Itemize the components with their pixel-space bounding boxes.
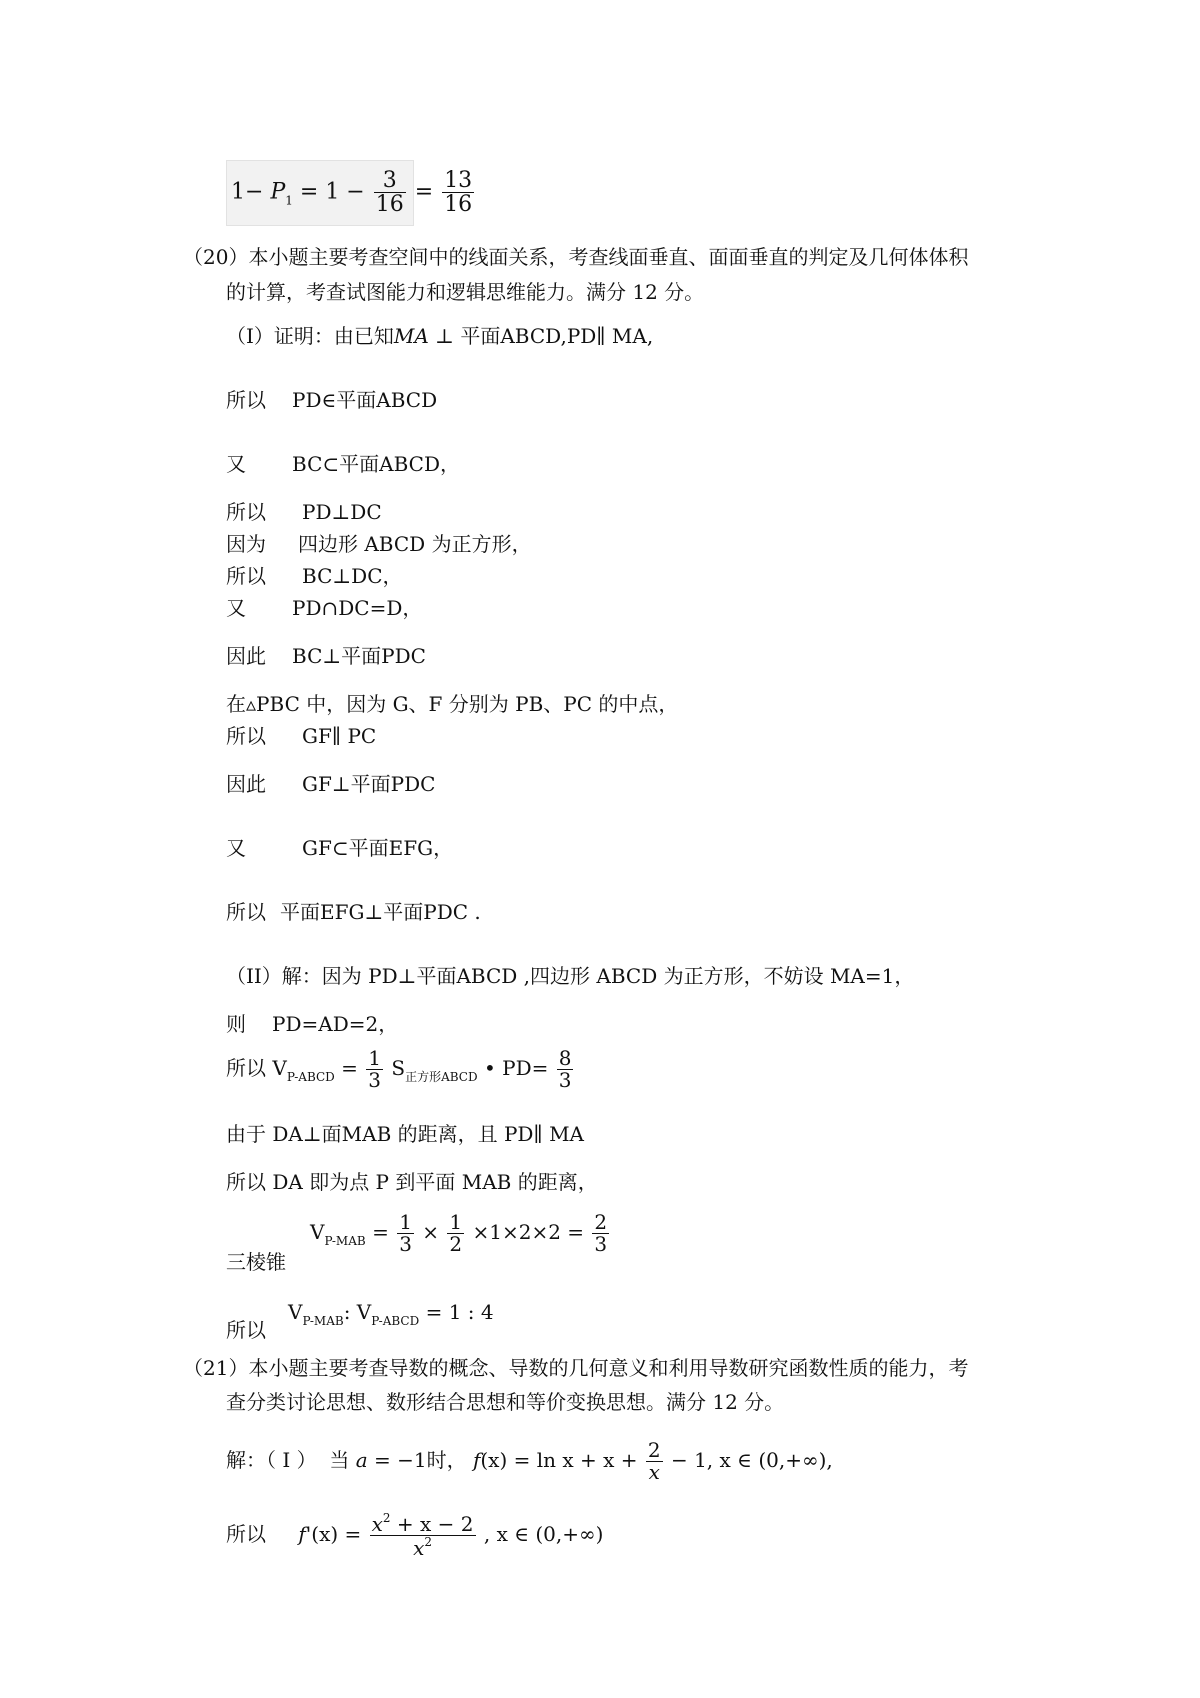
- fraction: [397, 1212, 414, 1255]
- step-text: PD=AD=2，: [272, 1012, 399, 1036]
- step-text: 四边形 ABCD 为正方形，: [298, 532, 532, 556]
- step-text: PD∩DC=D，: [292, 596, 423, 620]
- fraction: [370, 1512, 476, 1559]
- step-label: 所以: [226, 500, 266, 524]
- eq-text: =: [414, 179, 434, 205]
- numerator: 1: [449, 1210, 463, 1234]
- q20-step-10: [226, 772, 435, 796]
- text: = −1时，: [367, 1448, 467, 1472]
- denominator: 2: [449, 1232, 463, 1256]
- step-text: BC⊂平面ABCD，: [292, 452, 460, 476]
- numerator: 1: [399, 1210, 412, 1234]
- fraction: [447, 1212, 464, 1255]
- eq-var: P: [270, 179, 286, 205]
- top-equation-box: [226, 160, 473, 226]
- numerator: 1: [368, 1046, 382, 1070]
- step-label: 所以: [226, 564, 266, 588]
- numerator: [370, 1512, 476, 1536]
- eq-text: = 1 −: [299, 179, 365, 205]
- top-equation: [231, 169, 476, 216]
- q20-header-line2: 的计算，考查试图能力和逻辑思维能力。满分 12 分。: [226, 280, 705, 304]
- step-label: 所以: [226, 388, 266, 412]
- fraction: [374, 169, 406, 216]
- q20-part2-line5: 所以 DA 即为点 P 到平面 MAB 的距离，: [226, 1170, 598, 1194]
- text: (x) = ln x + x +: [480, 1448, 638, 1472]
- q20-tri-label: 三棱锥: [226, 1250, 286, 1274]
- text: , x ∈ (0,+∞): [483, 1522, 604, 1546]
- q20-step-9: [226, 724, 376, 748]
- q20-part2-step: [226, 1012, 398, 1036]
- text: ×1×2×2 =: [472, 1220, 585, 1244]
- q20-step-7: [226, 644, 426, 668]
- text: a: [355, 1448, 368, 1472]
- subscript: P-MAB: [324, 1234, 366, 1248]
- text: • PD=: [483, 1056, 549, 1080]
- numerator: 3: [374, 169, 406, 193]
- q20-part2-line4: 由于 DA⊥面MAB 的距离，且 PD∥ MA: [226, 1122, 584, 1146]
- step-label: 则: [226, 1012, 246, 1036]
- q20-part2-intro: （II）解：因为 PD⊥平面ABCD ,四边形 ABCD 为正方形，不妨设 MA=1，: [226, 964, 915, 988]
- text: ×: [422, 1220, 440, 1244]
- q20-step-11: [226, 836, 453, 860]
- text: （I）证明：由已知: [226, 324, 394, 348]
- step-label: 又: [226, 452, 246, 476]
- text: S: [391, 1056, 406, 1080]
- denominator: 3: [399, 1232, 412, 1256]
- step-label: 所以: [226, 724, 266, 748]
- fraction: [592, 1212, 609, 1255]
- q20-volume-mab: [310, 1212, 611, 1255]
- text: + x − 2: [390, 1512, 474, 1536]
- q20-proof-intro: [226, 324, 653, 348]
- step-label: 所以: [226, 1522, 266, 1546]
- text: x: [413, 1536, 425, 1560]
- step-label: 因此: [226, 644, 266, 668]
- superscript: 2: [382, 1511, 391, 1525]
- text: 所以 V: [226, 1056, 287, 1080]
- q20-ratio-label: 所以: [226, 1318, 266, 1342]
- text: =: [341, 1056, 358, 1080]
- text: =: [372, 1220, 389, 1244]
- step-text: GF∥ PC: [302, 724, 377, 748]
- q21-solution-line: [226, 1440, 833, 1483]
- q21-derivative-line: [226, 1512, 603, 1559]
- numerator: 2: [594, 1210, 608, 1234]
- denominator: 3: [368, 1068, 382, 1092]
- step-label: 因此: [226, 772, 266, 796]
- text: 当: [329, 1448, 350, 1472]
- text: − 1, x ∈ (0,+∞),: [670, 1448, 833, 1472]
- text: MA: [393, 324, 429, 348]
- subscript: 正方形ABCD: [405, 1070, 478, 1084]
- text: = 1 : 4: [425, 1300, 494, 1324]
- denominator: 16: [375, 192, 404, 218]
- fraction: [646, 1440, 663, 1483]
- step-label: 又: [226, 836, 246, 860]
- denominator: 3: [558, 1068, 572, 1092]
- q20-ratio: [288, 1300, 494, 1328]
- text: V: [288, 1300, 303, 1324]
- q20-step-4: [226, 532, 532, 556]
- text: V: [310, 1220, 325, 1244]
- q20-step-6: [226, 596, 422, 620]
- fraction: [442, 169, 474, 216]
- step-label: 又: [226, 596, 246, 620]
- step-text: BC⊥平面PDC: [292, 644, 426, 668]
- step-text: PD∈平面ABCD: [292, 388, 438, 412]
- subscript: P-MAB: [302, 1314, 344, 1328]
- numerator: 8: [558, 1046, 572, 1070]
- step-label: 因为: [226, 532, 266, 556]
- step-text: 平面EFG⊥平面PDC .: [280, 900, 481, 924]
- step-text: PD⊥DC: [302, 500, 382, 524]
- denominator: 3: [594, 1232, 608, 1256]
- q20-step-1: [226, 388, 437, 412]
- superscript: 2: [424, 1535, 433, 1549]
- step-label: 所以: [226, 900, 266, 924]
- eq-sub: 1: [285, 193, 293, 208]
- eq-text: 1−: [231, 179, 264, 205]
- q20-step-12: [226, 900, 481, 924]
- q20-step-2: [226, 452, 460, 476]
- numerator: 2: [647, 1438, 661, 1462]
- text: f: [298, 1522, 306, 1546]
- text: : V: [343, 1300, 372, 1324]
- denominator: 16: [444, 192, 473, 218]
- q20-header-line1: （20）本小题主要考查空间中的线面关系，考查线面垂直、面面垂直的判定及几何体体积: [183, 245, 969, 269]
- q20-step-8: 在▵PBC 中，因为 G、F 分别为 PB、PC 的中点，: [226, 692, 679, 716]
- q20-volume-abcd: [226, 1048, 575, 1091]
- denominator: x: [648, 1460, 660, 1484]
- fraction: [366, 1048, 383, 1091]
- subscript: P-ABCD: [371, 1314, 420, 1328]
- text: f: [472, 1448, 481, 1472]
- text: '(x) =: [305, 1522, 362, 1546]
- text: ⊥ 平面ABCD,PD∥ MA,: [428, 324, 654, 348]
- q21-header-line2: 查分类讨论思想、数形结合思想和等价变换思想。满分 12 分。: [226, 1390, 785, 1414]
- numerator: 13: [444, 168, 473, 193]
- text: 解：（ I ）: [226, 1448, 317, 1472]
- fraction: [557, 1048, 574, 1091]
- text: x: [371, 1512, 383, 1536]
- q21-header-line1: （21）本小题主要考查导数的概念、导数的几何意义和利用导数研究函数性质的能力，考: [183, 1356, 969, 1380]
- subscript: P-ABCD: [286, 1070, 335, 1084]
- step-text: BC⊥DC，: [302, 564, 403, 588]
- denominator: [370, 1536, 476, 1559]
- q20-step-3: [226, 500, 382, 524]
- step-text: GF⊂平面EFG，: [302, 836, 454, 860]
- q20-step-5: [226, 564, 403, 588]
- step-text: GF⊥平面PDC: [302, 772, 436, 796]
